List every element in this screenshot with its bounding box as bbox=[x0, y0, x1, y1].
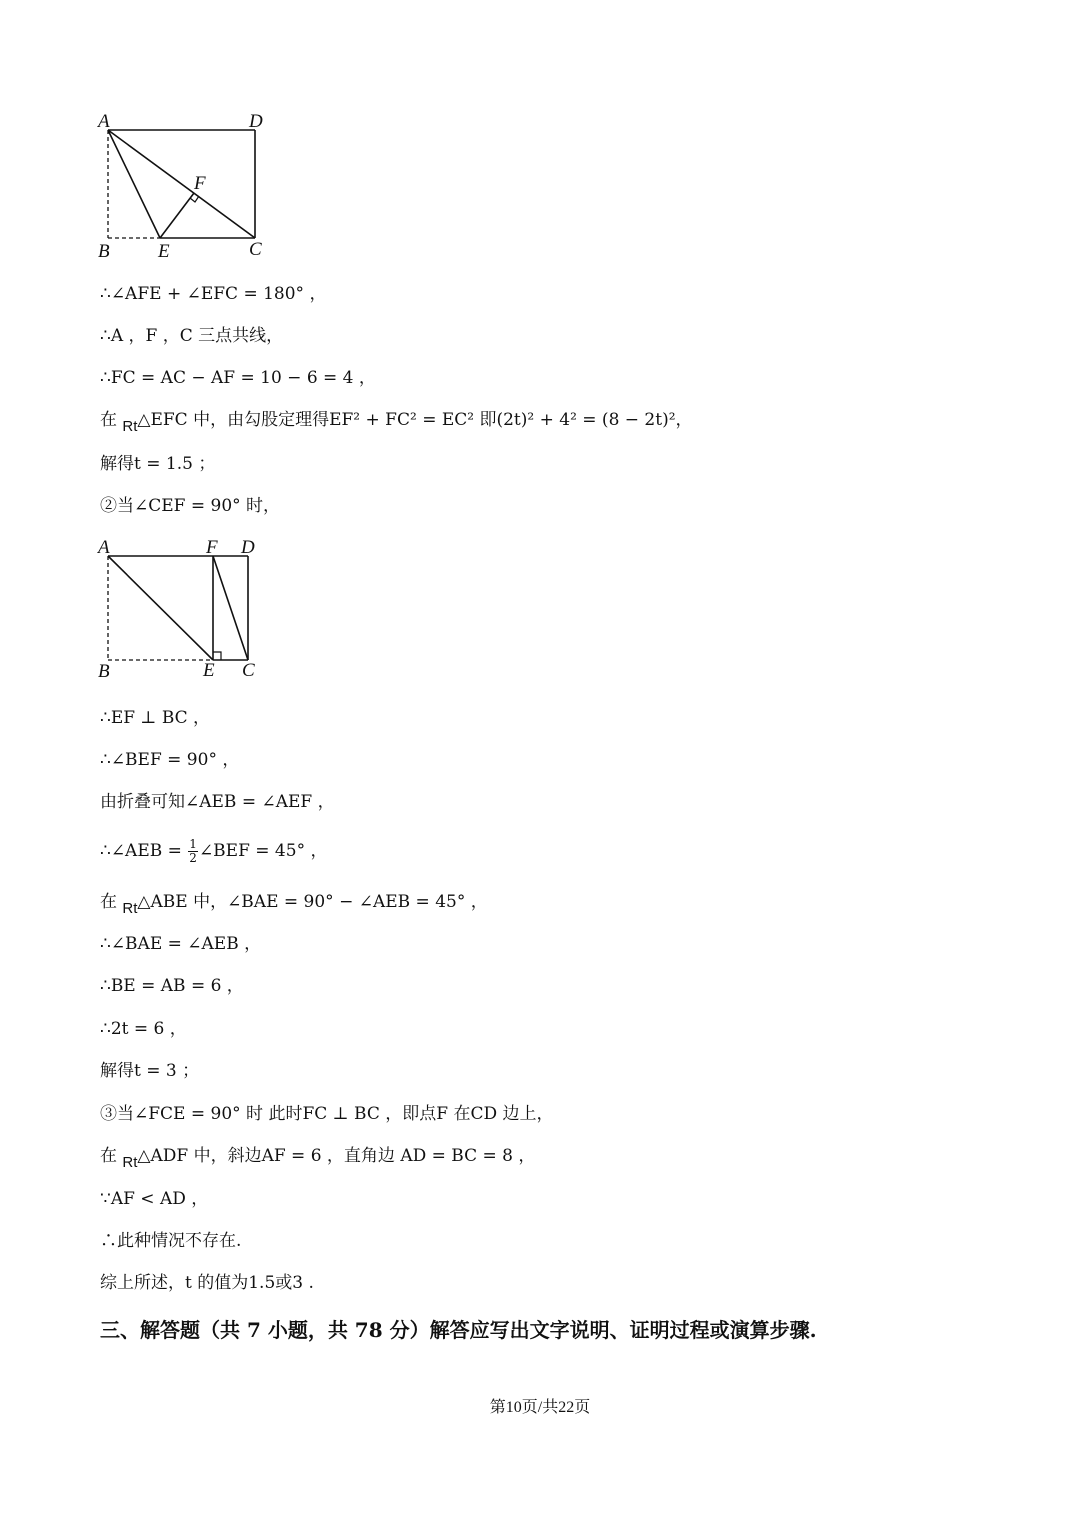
text-line-11: 在 Rt△ABE 中，∠BAE = 90° − ∠AEB = 45° ， bbox=[100, 892, 488, 917]
label-E: E bbox=[203, 660, 215, 681]
figure-1 bbox=[90, 105, 280, 265]
fraction-one-half: $\frac{1}{2}$ bbox=[189, 837, 197, 865]
section-heading: 三、解答题（共 7 小题，共 78 分）解答应写出文字说明、证明过程或演算步骤. bbox=[100, 1318, 817, 1342]
label-C: C bbox=[242, 660, 255, 681]
figure-2-diagram bbox=[90, 532, 280, 692]
text-line-12: ∴∠BAE = ∠AEB ， bbox=[100, 934, 262, 954]
figure-2 bbox=[90, 532, 280, 692]
text-line-14: ∴2t = 6 ， bbox=[100, 1019, 187, 1039]
text-line-13: ∴BE = AB = 6 ， bbox=[100, 976, 244, 996]
text-line-17: 在 Rt△ADF 中，斜边AF = 6 ，直角边 AD = BC = 8 ， bbox=[100, 1146, 536, 1171]
text-line-4: 在 Rt△EFC 中，由勾股定理得EF² + FC² = EC² 即(2t)² + 4² = (8 − 2t)²， bbox=[100, 410, 693, 435]
text-line-6: ②当∠CEF = 90° 时， bbox=[100, 496, 281, 516]
text-line-20: 综上所述，t 的值为1.5或3 . bbox=[100, 1273, 314, 1293]
text-line-2: ∴A ，F ，C 三点共线， bbox=[100, 326, 284, 346]
text-line-8: ∴∠BEF = 90° ， bbox=[100, 750, 240, 770]
label-F: F bbox=[194, 173, 206, 194]
label-D: D bbox=[249, 111, 263, 132]
figure-1-diagram bbox=[90, 105, 280, 265]
label-A: A bbox=[98, 537, 110, 558]
text-line-1: ∴∠AFE + ∠EFC = 180° ， bbox=[100, 284, 327, 304]
page-footer: 第10页/共22页 bbox=[489, 1399, 591, 1416]
text-line-9: 由折叠可知∠AEB = ∠AEF ， bbox=[100, 792, 335, 812]
text-line-10: ∴∠AEB = $\frac{1}{2}$ ∠BEF = 45° ， bbox=[100, 837, 328, 865]
label-C: C bbox=[249, 239, 262, 260]
label-E: E bbox=[158, 241, 170, 262]
text-line-3: ∴FC = AC − AF = 10 − 6 = 4 ， bbox=[100, 368, 376, 388]
text-line-18: ∵AF < AD ， bbox=[100, 1189, 209, 1209]
text-line-7: ∴EF ⊥ BC ， bbox=[100, 708, 211, 728]
label-F: F bbox=[206, 537, 218, 558]
label-A: A bbox=[98, 111, 110, 132]
text-line-16: ③当∠FCE = 90° 时 此时FC ⊥ BC ，即点F 在CD 边上， bbox=[100, 1104, 554, 1124]
label-B: B bbox=[98, 241, 110, 262]
text-line-19: ∴此种情况不存在. bbox=[100, 1231, 242, 1251]
text-line-15: 解得t = 3 ； bbox=[100, 1061, 200, 1081]
label-B: B bbox=[98, 661, 110, 682]
text-line-5: 解得t = 1.5 ； bbox=[100, 454, 216, 474]
label-D: D bbox=[241, 537, 255, 558]
